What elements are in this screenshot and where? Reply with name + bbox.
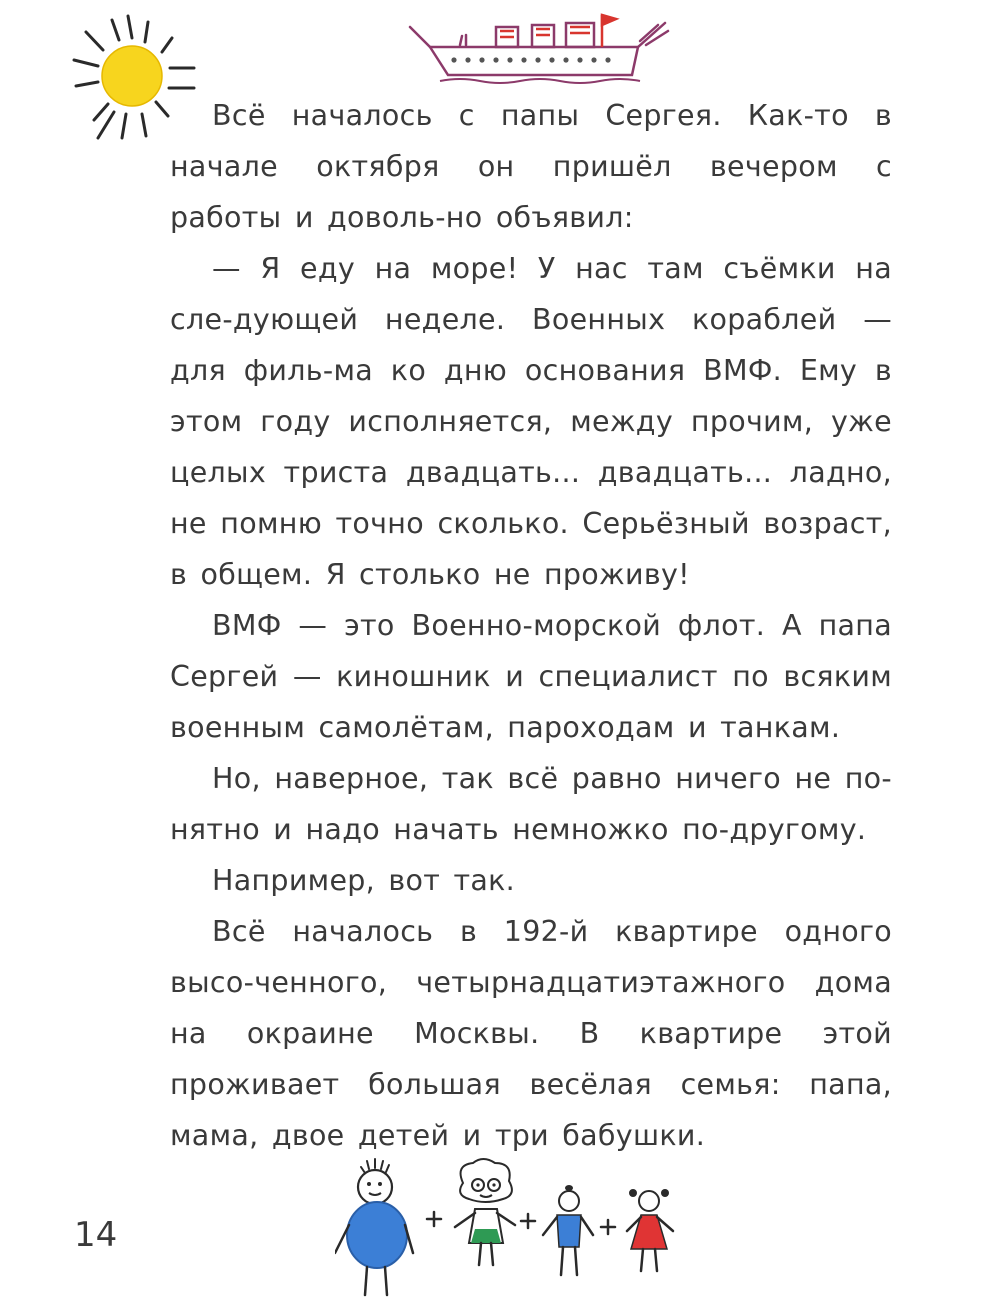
paragraph: — Я еду на море! У нас там съёмки на сле-дующей неделе. Военных кораблей — для филь-ма ко дню основания ВМФ. Ему в этом году исполняется, между прочим, уже целых триста двадцать... двадцать... ладно, не помню точно сколько. Серьёзный возраст, в общем. Я столько не проживу!	[170, 252, 892, 591]
girl-figure	[627, 1189, 673, 1271]
ship-illustration	[400, 5, 675, 90]
main-text	[170, 90, 892, 1161]
page-number: 14	[74, 1215, 118, 1255]
paragraph: Всё началось с папы Сергея. Как-то в начале октября он пришёл вечером с работы и доволь-но объявил:	[170, 99, 892, 234]
family-illustration	[335, 1155, 685, 1305]
boy-figure	[543, 1185, 593, 1275]
paragraph: Всё началось в 192-й квартире одного высо-ченного, четырнадцатиэтажного дома на окраине Москвы. В квартире этой проживает большая весёлая семья: папа, мама, двое детей и три бабушки.	[170, 915, 892, 1152]
mom-figure	[455, 1159, 515, 1265]
paragraph: ВМФ — это Военно-морской флот. А папа Сергей — киношник и специалист по всяким военным самолётам, пароходам и танкам.	[170, 609, 892, 744]
dad-figure	[335, 1159, 413, 1295]
paragraph: Но, наверное, так всё равно ничего не по-нятно и надо начать немножко по-другому.	[170, 762, 892, 846]
paragraph: Например, вот так.	[212, 864, 516, 897]
